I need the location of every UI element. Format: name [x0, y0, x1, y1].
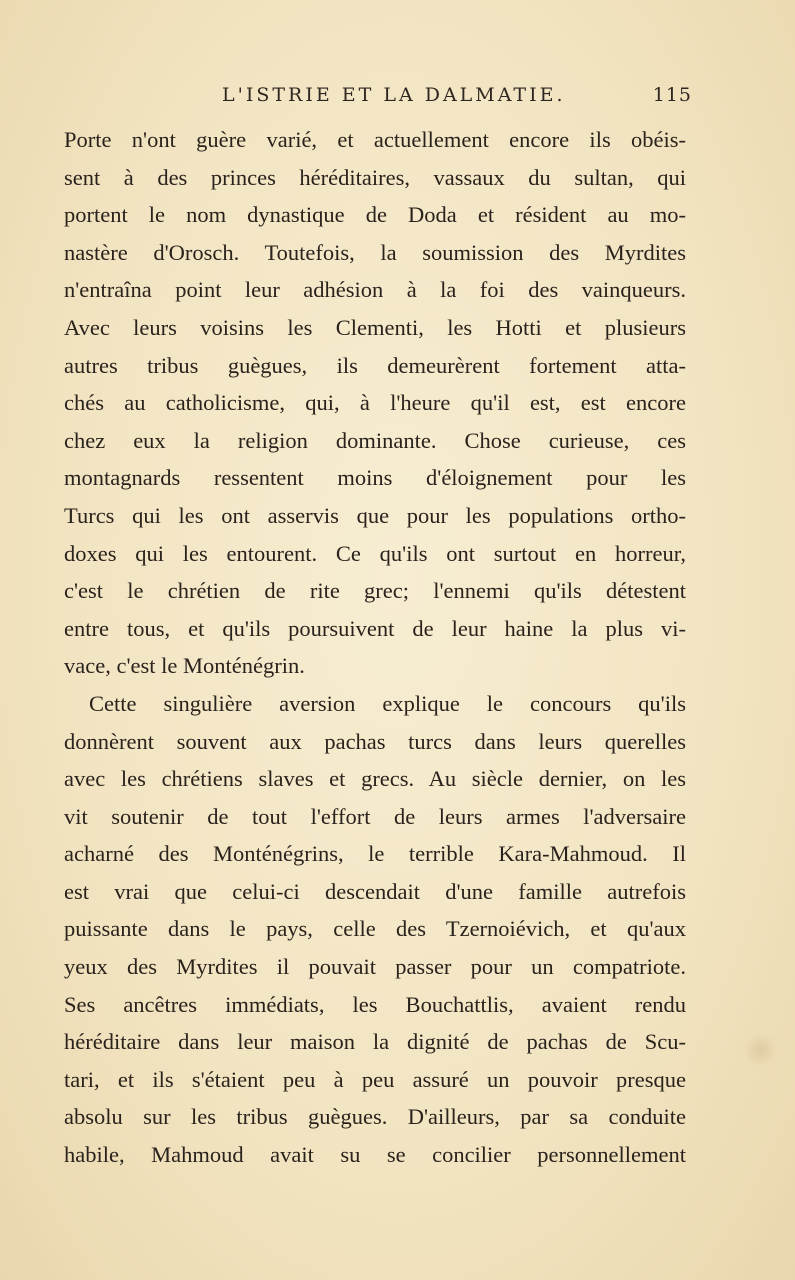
text-line: avec les chrétiens slaves et grecs. Au siècle dernier, on les: [64, 766, 686, 792]
text-line: habile, Mahmoud avait su se concilier personnellement: [64, 1142, 686, 1168]
text-line: est vrai que celui-ci descendait d'une famille autrefois: [64, 878, 686, 904]
text-line: Turcs qui les ont asservis que pour les populations ortho-: [64, 502, 686, 528]
text-line: sent à des princes héréditaires, vassaux du sultan, qui: [64, 164, 686, 190]
text-line: vit soutenir de tout l'effort de leurs armes l'adversaire: [64, 803, 686, 829]
text-line: entre tous, et qu'ils poursuivent de leur haine la plus vi-: [64, 615, 686, 641]
text-line: Ses ancêtres immédiats, les Bouchattlis, avaient rendu: [64, 991, 686, 1017]
text-line: héréditaire dans leur maison la dignité de pachas de Scu-: [64, 1029, 686, 1055]
text-line: Avec leurs voisins les Clementi, les Hotti et plusieurs: [64, 314, 686, 340]
text-line: donnèrent souvent aux pachas turcs dans leurs querelles: [64, 728, 686, 754]
text-line: autres tribus guègues, ils demeurèrent fortement atta-: [64, 352, 686, 378]
body-text: [64, 121, 686, 1174]
text-line: chez eux la religion dominante. Chose curieuse, ces: [64, 427, 686, 453]
text-line: chés au catholicisme, qui, à l'heure qu'il est, est encore: [64, 390, 686, 416]
page-number: 115: [652, 84, 692, 106]
text-line: nastère d'Orosch. Toutefois, la soumission des Myrdites: [64, 239, 686, 265]
text-line: vace, c'est le Monténégrin.: [64, 653, 305, 679]
running-head: [62, 84, 692, 112]
text-line: tari, et ils s'étaient peu à peu assuré un pouvoir presque: [64, 1066, 686, 1092]
text-line: c'est le chrétien de rite grec; l'ennemi qu'ils détestent: [64, 578, 686, 604]
paper-stain: [745, 1030, 775, 1070]
text-line: n'entraîna point leur adhésion à la foi des vainqueurs.: [64, 277, 686, 303]
text-line: doxes qui les entourent. Ce qu'ils ont surtout en horreur,: [64, 540, 686, 566]
text-line: puissante dans le pays, celle des Tzernoiévich, et qu'aux: [64, 916, 686, 942]
text-line: acharné des Monténégrins, le terrible Kara-Mahmoud. Il: [64, 841, 686, 867]
text-line: Porte n'ont guère varié, et actuellement encore ils obéis-: [64, 127, 686, 152]
text-line: portent le nom dynastique de Doda et résident au mo-: [64, 202, 686, 228]
text-line: Cette singulière aversion explique le concours qu'ils: [89, 690, 686, 716]
text-line: montagnards ressentent moins d'éloignement pour les: [64, 465, 686, 491]
text-line: yeux des Myrdites il pouvait passer pour un compatriote.: [64, 954, 686, 980]
text-line: absolu sur les tribus guègues. D'ailleurs, par sa conduite: [64, 1104, 686, 1130]
running-title: L'ISTRIE ET LA DALMATIE.: [222, 84, 566, 106]
